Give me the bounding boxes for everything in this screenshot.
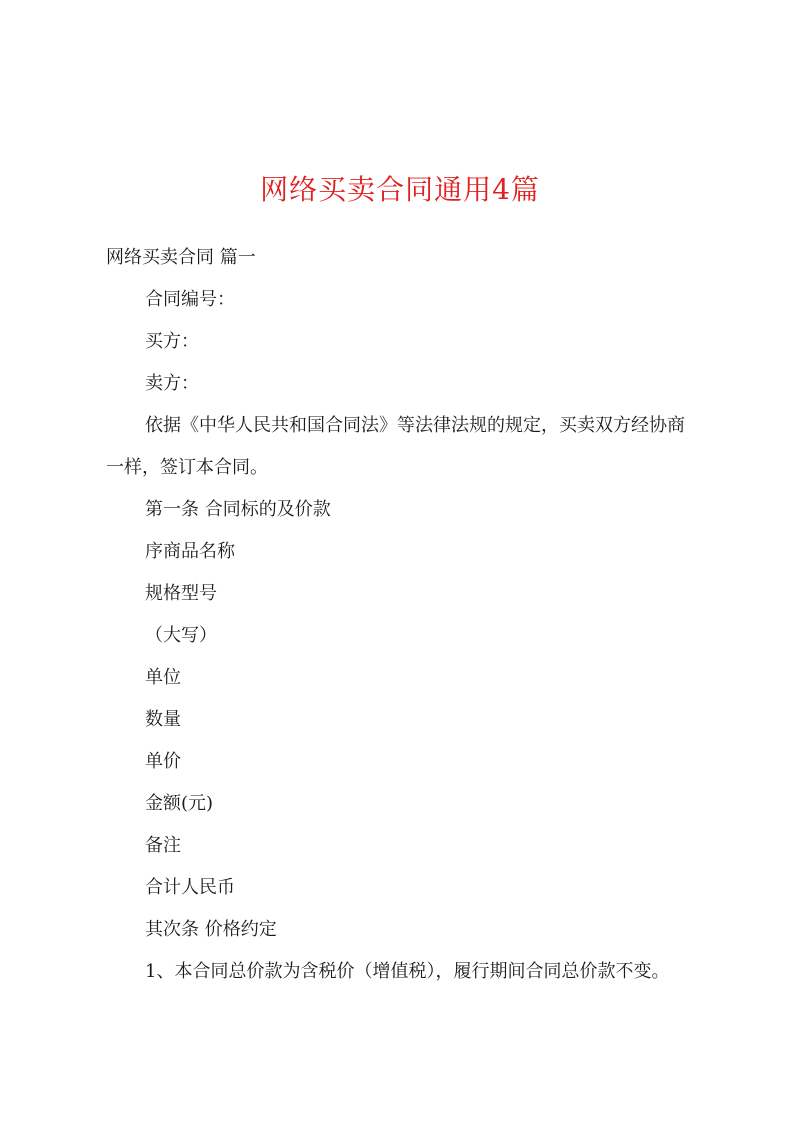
field-total-rmb: 合计人民币 xyxy=(145,877,235,898)
clause-2-1: 1、本合同总价款为含税价（增值税），履行期间合同总价款不变。 xyxy=(145,961,670,982)
field-specification: 规格型号 xyxy=(145,583,217,604)
article-1-heading: 第一条 合同标的及价款 xyxy=(145,499,331,520)
buyer-label: 买方： xyxy=(145,331,199,352)
preamble-line-1: 依据《中华人民共和国合同法》等法律法规的规定，买卖双方经协商 xyxy=(145,415,685,436)
field-product-name: 序商品名称 xyxy=(145,541,235,562)
contract-number-label: 合同编号： xyxy=(145,289,235,310)
seller-label: 卖方： xyxy=(145,373,199,394)
field-quantity: 数量 xyxy=(145,709,181,730)
field-unit: 单位 xyxy=(145,667,181,688)
section-heading: 网络买卖合同 篇一 xyxy=(106,247,256,268)
field-amount: 金额(元) xyxy=(145,793,214,814)
field-capital: （大写） xyxy=(145,625,217,646)
field-remarks: 备注 xyxy=(145,835,181,856)
document-title: 网络买卖合同通用4篇 xyxy=(260,173,540,206)
article-2-heading: 其次条 价格约定 xyxy=(145,919,277,940)
preamble-line-2: 一样，签订本合同。 xyxy=(106,457,268,478)
field-unit-price: 单价 xyxy=(145,751,181,772)
